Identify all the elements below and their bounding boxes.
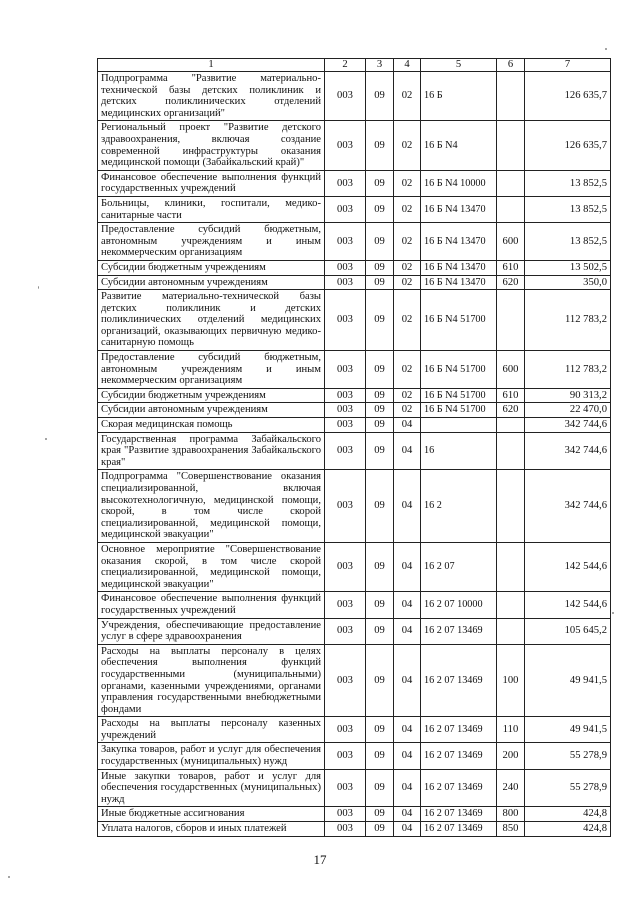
row-code-target: 16 2 07 13469	[421, 822, 497, 837]
row-code-target: 16 2 07	[421, 542, 497, 591]
row-amount: 13 852,5	[525, 170, 611, 196]
row-amount: 13 852,5	[525, 196, 611, 222]
row-code-section: 09	[366, 717, 394, 743]
row-code-expense-type: 100	[497, 644, 525, 717]
row-amount: 126 635,7	[525, 72, 611, 121]
row-name: Скорая медицинская помощь	[98, 418, 325, 433]
table-row	[98, 717, 611, 743]
row-name: Государственная программа Забайкальского края "Развитие здравоохранения Забайкальского края"	[98, 432, 325, 470]
row-code-admin: 003	[325, 388, 366, 403]
row-code-subsection: 04	[394, 432, 421, 470]
row-code-admin: 003	[325, 717, 366, 743]
row-code-expense-type	[497, 170, 525, 196]
table-row	[98, 644, 611, 717]
row-code-section: 09	[366, 432, 394, 470]
row-code-admin: 003	[325, 418, 366, 433]
row-code-admin: 003	[325, 196, 366, 222]
row-code-admin: 003	[325, 618, 366, 644]
row-name: Предоставление субсидий бюджетным, автономным учреждениям и иным некоммерческим организациям	[98, 351, 325, 389]
row-code-section: 09	[366, 170, 394, 196]
row-code-admin: 003	[325, 807, 366, 822]
row-code-section: 09	[366, 223, 394, 261]
row-code-section: 09	[366, 121, 394, 170]
row-code-section: 09	[366, 592, 394, 618]
row-code-admin: 003	[325, 72, 366, 121]
row-amount: 424,8	[525, 822, 611, 837]
row-code-expense-type	[497, 121, 525, 170]
scan-speck	[38, 286, 39, 289]
row-code-target: 16 2 07 10000	[421, 592, 497, 618]
row-code-target: 16 Б N4	[421, 121, 497, 170]
scan-speck	[605, 48, 607, 50]
row-code-expense-type: 200	[497, 743, 525, 769]
row-code-target: 16	[421, 432, 497, 470]
table-row	[98, 170, 611, 196]
table-row	[98, 275, 611, 290]
row-code-section: 09	[366, 644, 394, 717]
row-name: Финансовое обеспечение выполнения функций государственных учреждений	[98, 170, 325, 196]
row-code-section: 09	[366, 72, 394, 121]
row-code-section: 09	[366, 351, 394, 389]
row-code-admin: 003	[325, 769, 366, 807]
row-code-admin: 003	[325, 822, 366, 837]
row-amount: 13 502,5	[525, 260, 611, 275]
row-code-target: 16 2 07 13469	[421, 769, 497, 807]
row-name: Больницы, клиники, госпитали, медико-санитарные части	[98, 196, 325, 222]
table-row	[98, 618, 611, 644]
row-code-section: 09	[366, 275, 394, 290]
row-name: Региональный проект "Развитие детского здравоохранения, включая создание современной инфраструктуры оказания медицинской помощи (Забайкальский край)"	[98, 121, 325, 170]
row-code-subsection: 02	[394, 170, 421, 196]
table-row	[98, 769, 611, 807]
row-code-subsection: 02	[394, 223, 421, 261]
row-code-target: 16 Б N4 51700	[421, 351, 497, 389]
row-code-target: 16 2 07 13469	[421, 717, 497, 743]
row-name: Подпрограмма "Совершенствование оказания специализированной, включая высокотехнологичную, медицинской помощи, скорой, в том числе скорой специализированной, медицинской помощи, медицинской эвакуации"	[98, 470, 325, 543]
row-code-expense-type: 240	[497, 769, 525, 807]
row-amount: 112 783,2	[525, 290, 611, 351]
row-code-section: 09	[366, 743, 394, 769]
row-amount: 350,0	[525, 275, 611, 290]
row-amount: 55 278,9	[525, 769, 611, 807]
row-amount: 342 744,6	[525, 418, 611, 433]
budget-table	[97, 58, 611, 837]
row-code-expense-type: 600	[497, 223, 525, 261]
row-code-section: 09	[366, 618, 394, 644]
row-code-admin: 003	[325, 432, 366, 470]
header-cell-7: 7	[525, 59, 611, 72]
row-code-subsection: 04	[394, 592, 421, 618]
row-amount: 13 852,5	[525, 223, 611, 261]
row-code-subsection: 04	[394, 644, 421, 717]
table-row	[98, 592, 611, 618]
row-amount: 49 941,5	[525, 717, 611, 743]
row-code-expense-type	[497, 542, 525, 591]
table-row	[98, 807, 611, 822]
row-code-target: 16 Б	[421, 72, 497, 121]
row-name: Учреждения, обеспечивающие предоставление услуг в сфере здравоохранения	[98, 618, 325, 644]
row-code-target	[421, 418, 497, 433]
table-row	[98, 403, 611, 418]
row-code-section: 09	[366, 196, 394, 222]
table-row	[98, 822, 611, 837]
row-code-target: 16 Б N4 51700	[421, 388, 497, 403]
row-code-target: 16 Б N4 13470	[421, 275, 497, 290]
row-amount: 22 470,0	[525, 403, 611, 418]
row-name: Уплата налогов, сборов и иных платежей	[98, 822, 325, 837]
table-row	[98, 743, 611, 769]
row-name: Закупка товаров, работ и услуг для обеспечения государственных (муниципальных) нужд	[98, 743, 325, 769]
row-amount: 142 544,6	[525, 542, 611, 591]
row-code-subsection: 04	[394, 807, 421, 822]
row-code-admin: 003	[325, 260, 366, 275]
row-code-subsection: 04	[394, 542, 421, 591]
row-code-target: 16 2 07 13469	[421, 644, 497, 717]
table-row	[98, 351, 611, 389]
row-name: Субсидии бюджетным учреждениям	[98, 388, 325, 403]
header-cell-1: 1	[98, 59, 325, 72]
row-code-target: 16 2	[421, 470, 497, 543]
row-name: Субсидии автономным учреждениям	[98, 275, 325, 290]
row-code-section: 09	[366, 388, 394, 403]
header-cell-3: 3	[366, 59, 394, 72]
row-code-expense-type	[497, 418, 525, 433]
row-name: Финансовое обеспечение выполнения функций государственных учреждений	[98, 592, 325, 618]
row-code-expense-type: 620	[497, 275, 525, 290]
row-code-admin: 003	[325, 351, 366, 389]
row-code-expense-type	[497, 72, 525, 121]
row-code-subsection: 02	[394, 275, 421, 290]
table-row	[98, 72, 611, 121]
row-code-subsection: 04	[394, 618, 421, 644]
row-code-expense-type: 620	[497, 403, 525, 418]
table-row	[98, 260, 611, 275]
row-code-section: 09	[366, 769, 394, 807]
row-amount: 342 744,6	[525, 432, 611, 470]
row-code-target: 16 Б N4 10000	[421, 170, 497, 196]
page-number: 17	[313, 852, 327, 867]
row-code-section: 09	[366, 470, 394, 543]
row-code-expense-type: 610	[497, 260, 525, 275]
table-row	[98, 196, 611, 222]
row-code-admin: 003	[325, 470, 366, 543]
row-code-target: 16 2 07 13469	[421, 743, 497, 769]
row-name: Расходы на выплаты персоналу казенных учреждений	[98, 717, 325, 743]
table-row	[98, 290, 611, 351]
row-amount: 112 783,2	[525, 351, 611, 389]
scan-speck	[8, 876, 10, 878]
row-code-target: 16 2 07 13469	[421, 807, 497, 822]
row-code-admin: 003	[325, 223, 366, 261]
row-code-subsection: 02	[394, 351, 421, 389]
row-amount: 49 941,5	[525, 644, 611, 717]
row-amount: 342 744,6	[525, 470, 611, 543]
row-code-admin: 003	[325, 290, 366, 351]
row-code-section: 09	[366, 542, 394, 591]
row-code-subsection: 04	[394, 470, 421, 543]
row-name: Иные бюджетные ассигнования	[98, 807, 325, 822]
row-code-expense-type	[497, 470, 525, 543]
row-code-expense-type: 800	[497, 807, 525, 822]
row-code-target: 16 Б N4 51700	[421, 403, 497, 418]
row-name: Предоставление субсидий бюджетным, автономным учреждениям и иным некоммерческим организациям	[98, 223, 325, 261]
row-code-subsection: 02	[394, 260, 421, 275]
row-name: Развитие материально-технической базы детских поликлиник и детских поликлинических отделений медицинских организаций, оказывающих первичную медико-санитарную помощь	[98, 290, 325, 351]
table-row	[98, 223, 611, 261]
row-code-expense-type: 610	[497, 388, 525, 403]
row-code-expense-type	[497, 432, 525, 470]
row-code-section: 09	[366, 290, 394, 351]
table-row	[98, 418, 611, 433]
row-code-admin: 003	[325, 644, 366, 717]
row-code-section: 09	[366, 807, 394, 822]
row-name: Иные закупки товаров, работ и услуг для обеспечения государственных (муниципальных) нужд	[98, 769, 325, 807]
scan-speck	[45, 438, 47, 440]
row-name: Расходы на выплаты персоналу в целях обеспечения выполнения функций государственными (муниципальными) органами, казенными учреждениями, органами управления государственными внебюджетными фондами	[98, 644, 325, 717]
row-code-expense-type	[497, 290, 525, 351]
row-code-subsection: 04	[394, 769, 421, 807]
row-code-section: 09	[366, 418, 394, 433]
header-cell-2: 2	[325, 59, 366, 72]
row-code-subsection: 02	[394, 403, 421, 418]
scan-speck	[612, 612, 614, 614]
row-code-section: 09	[366, 822, 394, 837]
row-name: Субсидии автономным учреждениям	[98, 403, 325, 418]
row-code-subsection: 02	[394, 121, 421, 170]
row-code-subsection: 02	[394, 72, 421, 121]
row-name: Подпрограмма "Развитие материально-технической базы детских поликлиник и детских поликлинических отделений медицинских организаций"	[98, 72, 325, 121]
row-code-section: 09	[366, 403, 394, 418]
row-code-subsection: 04	[394, 743, 421, 769]
row-code-admin: 003	[325, 403, 366, 418]
row-code-section: 09	[366, 260, 394, 275]
row-amount: 105 645,2	[525, 618, 611, 644]
row-code-target: 16 2 07 13469	[421, 618, 497, 644]
row-code-target: 16 Б N4 13470	[421, 260, 497, 275]
table-body	[98, 72, 611, 837]
table-row	[98, 388, 611, 403]
row-code-expense-type: 850	[497, 822, 525, 837]
row-amount: 126 635,7	[525, 121, 611, 170]
row-code-target: 16 Б N4 51700	[421, 290, 497, 351]
row-code-subsection: 04	[394, 717, 421, 743]
row-amount: 142 544,6	[525, 592, 611, 618]
row-code-subsection: 02	[394, 196, 421, 222]
row-code-admin: 003	[325, 275, 366, 290]
row-code-subsection: 02	[394, 290, 421, 351]
header-row	[98, 59, 611, 72]
row-code-target: 16 Б N4 13470	[421, 223, 497, 261]
row-amount: 55 278,9	[525, 743, 611, 769]
row-amount: 90 313,2	[525, 388, 611, 403]
row-code-expense-type: 110	[497, 717, 525, 743]
table-row	[98, 121, 611, 170]
row-code-admin: 003	[325, 542, 366, 591]
row-code-admin: 003	[325, 121, 366, 170]
table-row	[98, 542, 611, 591]
header-cell-6: 6	[497, 59, 525, 72]
row-code-admin: 003	[325, 170, 366, 196]
row-name: Основное мероприятие "Совершенствование оказания скорой, в том числе скорой специализированной, медицинской помощи, медицинской эвакуации"	[98, 542, 325, 591]
header-cell-5: 5	[421, 59, 497, 72]
header-cell-4: 4	[394, 59, 421, 72]
row-code-subsection: 02	[394, 388, 421, 403]
row-code-subsection: 04	[394, 418, 421, 433]
row-code-expense-type	[497, 618, 525, 644]
row-name: Субсидии бюджетным учреждениям	[98, 260, 325, 275]
row-code-subsection: 04	[394, 822, 421, 837]
row-code-admin: 003	[325, 743, 366, 769]
table-row	[98, 432, 611, 470]
row-code-expense-type	[497, 196, 525, 222]
row-code-target: 16 Б N4 13470	[421, 196, 497, 222]
row-amount: 424,8	[525, 807, 611, 822]
row-code-admin: 003	[325, 592, 366, 618]
table-row	[98, 470, 611, 543]
row-code-expense-type	[497, 592, 525, 618]
row-code-expense-type: 600	[497, 351, 525, 389]
